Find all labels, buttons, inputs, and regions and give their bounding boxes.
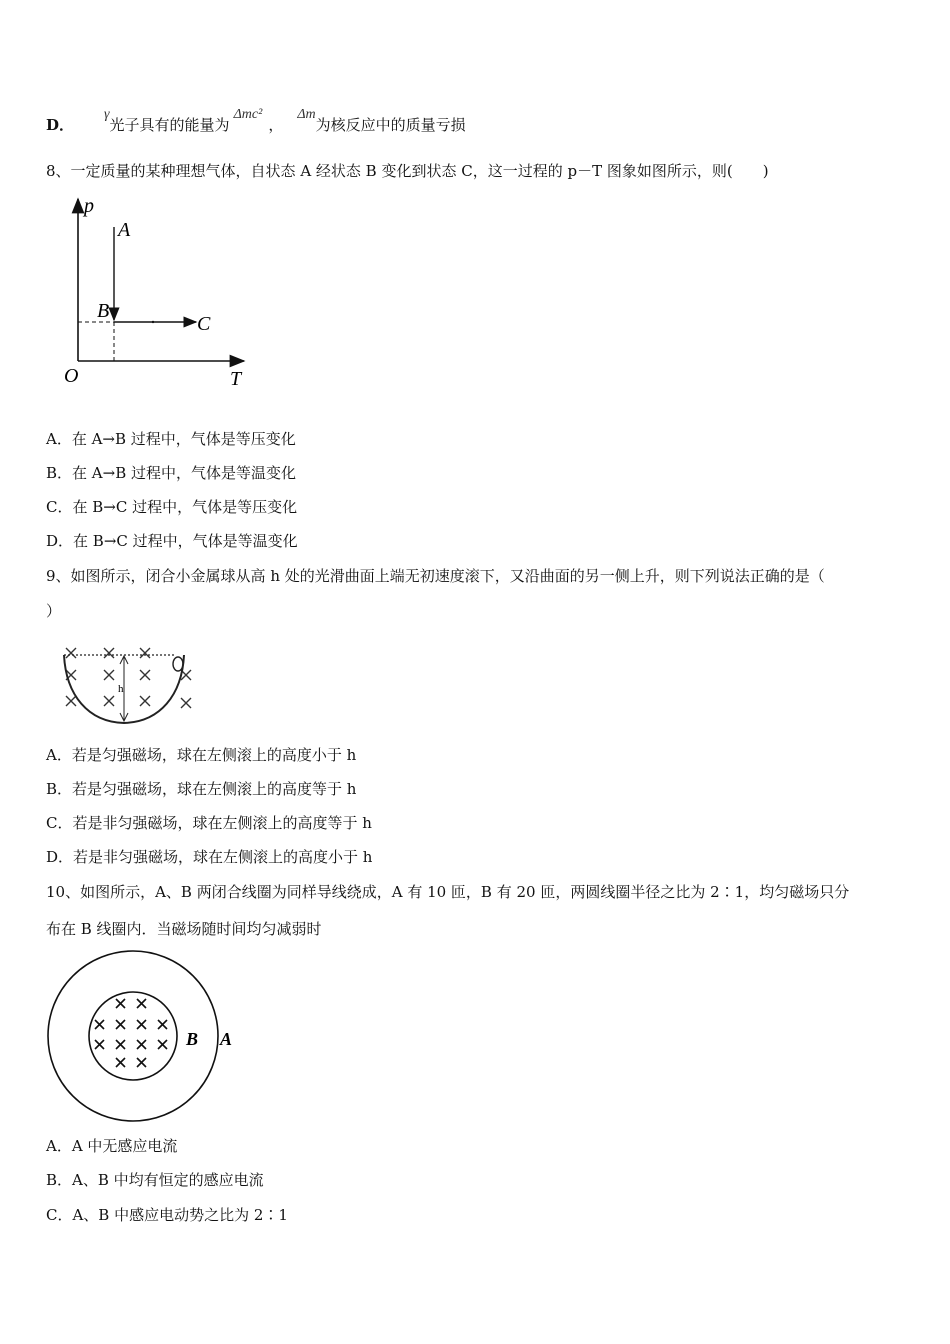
axis-label-p: p [84,195,94,217]
point-label-b: B [97,300,110,322]
q9-option-b: B．若是匀强磁场，球在左侧滚上的高度等于 h [46,780,357,798]
q7-option-d-text2: 为核反应中的质量亏损 [315,116,466,134]
q8-pt-graph [60,193,260,393]
q9-option-c: C．若是非匀强磁场，球在左侧滚上的高度等于 h [46,814,372,832]
q10-option-b: B．A、B 中均有恒定的感应电流 [46,1171,264,1189]
q10-stem-line1: 10、如图所示，A、B 两闭合线圈为同样导线绕成，A 有 10 匝，B 有 20 匝，两圆线圈半径之比为 2∶1，均匀磁场只分 [46,883,850,901]
q7-separator: ， [268,116,284,134]
q8-option-d: D．在 B→C 过程中，气体是等温变化 [46,532,298,550]
q10-option-c: C．A、B 中感应电动势之比为 2∶1 [46,1206,288,1224]
q8-option-c: C．在 B→C 过程中，气体是等压变化 [46,498,298,516]
q7-option-d [46,107,466,137]
mass-defect-formula: Δm [297,107,316,122]
coil-label-a: A [220,1029,233,1049]
q7-option-d-text1: 光子具有的能量为 [109,116,230,134]
q10-option-a: A．A 中无感应电流 [46,1137,178,1155]
q10-stem-line2: 布在 B 线圈内．当磁场随时间均匀减弱时 [46,920,322,938]
q9-bowl-figure [58,640,203,730]
magnetic-field-crosses [66,648,191,708]
point-label-c: C [197,313,211,335]
point-label-a: A [118,219,131,241]
q8-option-b: B．在 A→B 过程中，气体是等温变化 [46,464,296,482]
q8-option-a: A．在 A→B 过程中，气体是等压变化 [46,430,296,448]
q8-stem: 8、一定质量的某种理想气体，自状态 A 经状态 B 变化到状态 C，这一过程的 p－T 图象如图所示，则( ) [46,162,769,180]
axis-label-t: T [230,368,242,390]
coil-b [89,992,177,1080]
height-label-h: h [118,683,124,695]
metal-ball [173,657,183,671]
field-crosses [95,999,167,1067]
q10-coil-figure [46,950,246,1124]
q9-stem-line2: ） [46,602,62,620]
q7-option-d-label: D． [46,116,75,134]
q9-stem-line1: 9、如图所示，闭合小金属球从高 h 处的光滑曲面上端无初速度滚下，又沿曲面的另一侧上升，则下列说法正确的是（ [46,567,825,585]
q9-option-d: D．若是非匀强磁场，球在左侧滚上的高度小于 h [46,848,373,866]
energy-formula: Δmc² [233,107,263,122]
gamma-symbol: γ [104,107,110,122]
q9-option-a: A．若是匀强磁场，球在左侧滚上的高度小于 h [46,746,357,764]
coil-label-b: B [186,1029,199,1049]
origin-label: O [64,365,79,387]
